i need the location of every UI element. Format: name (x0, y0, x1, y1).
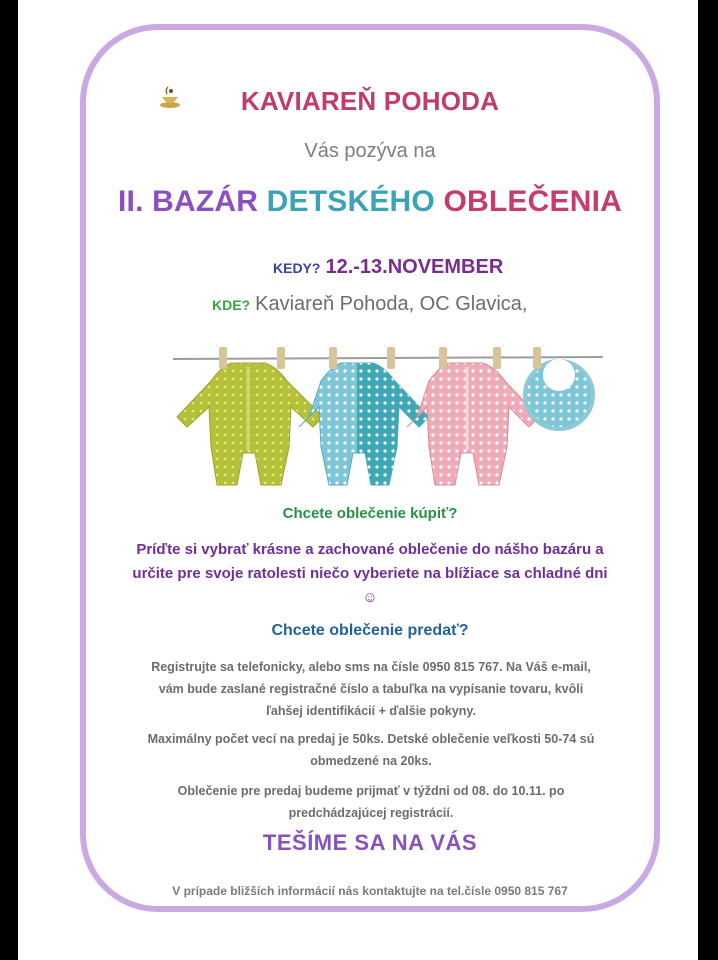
cafe-name: KAVIAREŇ POHODA (240, 86, 500, 116)
event-title-part1: II. BAZÁR (118, 185, 267, 218)
when-value: 12.-13.NOVEMBER (325, 256, 504, 278)
event-title (80, 185, 660, 219)
when-label: KEDY? (273, 260, 321, 276)
sell-paragraph-dates: Oblečenie pre predaj budeme prijmať v týždni od 08. do 10.11. po predchádzajúcej registrácií. (177, 784, 565, 820)
sell-paragraph-limits: Maximálny počet vecí na predaj je 50ks. Detské oblečenie veľkosti 50-74 sú obmedzené na 20ks. (147, 732, 595, 768)
closing-text: TEŠÍME SA NA VÁS (262, 830, 478, 855)
bib (525, 347, 593, 429)
when-line (273, 256, 503, 279)
flyer-page (18, 0, 698, 960)
where-line (212, 293, 528, 316)
sell-paragraph-registration: Registrujte sa telefonicky, alebo sms na čísle 0950 815 767. Na Váš e-mail, vám bude zaslané registračné číslo a tabuľka na vypísanie tovaru, kvôli ľahšej identifikácií + ďalšie pokyny. (151, 660, 591, 718)
event-title-part3: OBLEČENIA (434, 185, 622, 218)
where-value: Kaviareň Pohoda, OC Glavica, (255, 293, 528, 315)
buy-question: Chcete oblečenie kúpiť? (282, 505, 458, 522)
contact-text: V prípade bližších informácií nás kontaktujte na tel.čísle 0950 815 767 (172, 884, 568, 898)
buy-text: Príďte si vybrať krásne a zachované oblečenie do nášho bazáru a určite pre svoje ratolesti niečo vyberiete na blížiace sa chladné dni ☺ (132, 541, 608, 606)
where-label: KDE? (212, 297, 251, 313)
sell-question: Chcete oblečenie predať? (271, 622, 469, 639)
event-title-part2: DETSKÉHO (266, 185, 435, 218)
invite-text: Vás pozýva na (304, 140, 436, 162)
green-onesie (177, 347, 323, 485)
clothesline-illustration (173, 335, 603, 495)
